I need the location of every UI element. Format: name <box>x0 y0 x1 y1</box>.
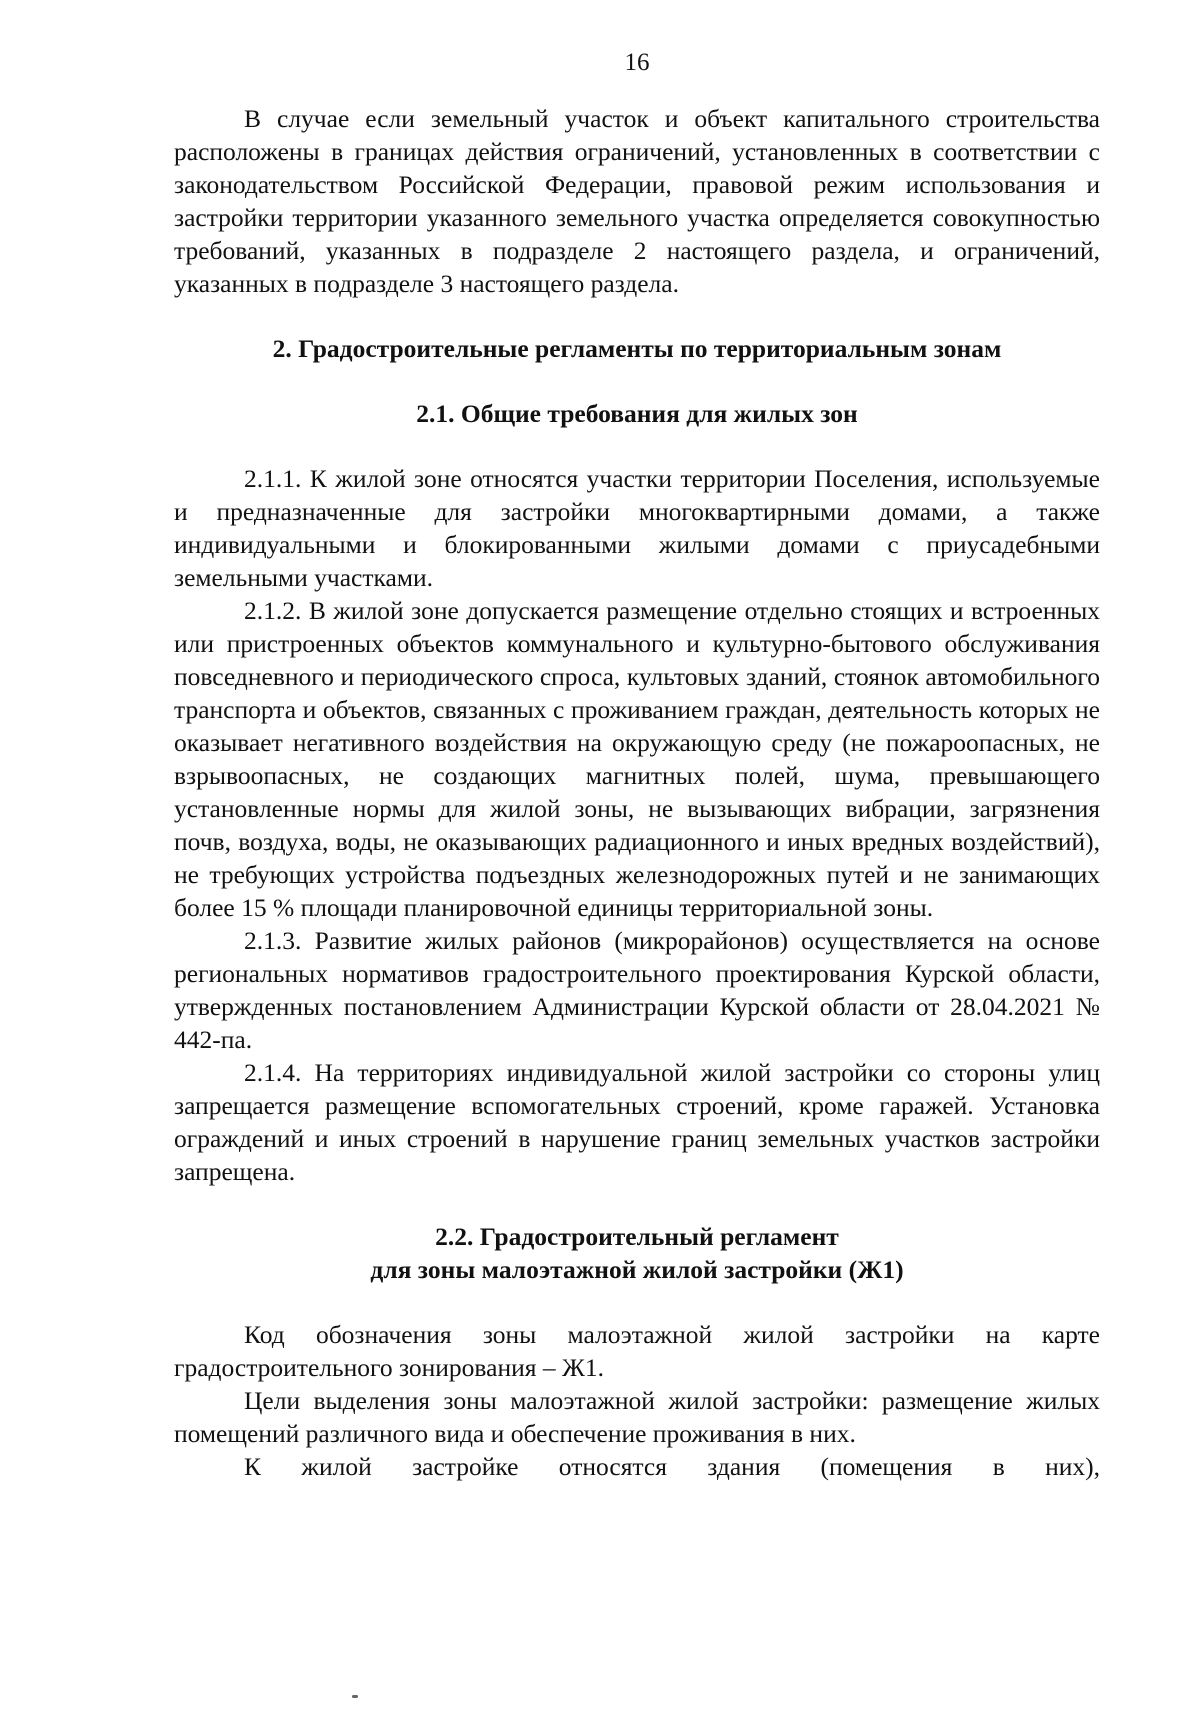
intro-paragraph: В случае если земельный участок и объект капитального строительства расположены в границах действия ограничений, установленных в соответствии с законодательством Российской Федерации, правовой режим использования и застройки территории указанного земельного участка определяется совокупностью требований, указанных в подразделе 2 настоящего раздела, и ограничений, указанных в подразделе 3 настоящего раздела. <box>174 104 1100 298</box>
subsection-heading-2-2 <box>174 1220 1100 1286</box>
subsection-heading-2-2-line1: 2.2. Градостроительный регламент <box>435 1222 839 1251</box>
paragraph-zone-code: Код обозначения зоны малоэтажной жилой застройки на карте градостроительного зонирования – Ж1. <box>174 1320 1100 1382</box>
section-heading: 2. Градостроительные регламенты по территориальным зонам <box>272 334 1002 363</box>
paragraph-2-1-4: 2.1.4. На территориях индивидуальной жилой застройки со стороны улиц запрещается размещение вспомогательных строений, кроме гаражей. Установка ограждений и иных строений в нарушение границ земельных участков застройки запрещена. <box>174 1058 1100 1186</box>
scan-artifact <box>352 1695 358 1698</box>
page-number: 16 <box>624 49 650 76</box>
paragraph-2-1-3: 2.1.3. Развитие жилых районов (микрорайонов) осуществляется на основе региональных нормативов градостроительного проектирования Курской области, утвержденных постановлением Администрации Курской области от 28.04.2021 № 442-па. <box>174 926 1100 1054</box>
paragraph-zone-goals: Цели выделения зоны малоэтажной жилой застройки: размещение жилых помещений различного вида и обеспечение проживания в них. <box>174 1386 1100 1448</box>
subsection-heading-2-2-line2: для зоны малоэтажной жилой застройки (Ж1) <box>370 1255 904 1284</box>
subsection-heading-2-1: 2.1. Общие требования для жилых зон <box>416 399 858 428</box>
document-page <box>174 48 1100 1483</box>
paragraph-residential-buildings: К жилой застройке относятся здания (помещения в них), <box>244 1452 1100 1481</box>
paragraph-2-1-2: 2.1.2. В жилой зоне допускается размещение отдельно стоящих и встроенных или пристроенных объектов коммунального и культурно-бытового обслуживания повседневного и периодического спроса, культовых зданий, стоянок автомобильного транспорта и объектов, связанных с проживанием граждан, деятельность которых не оказывает негативного воздействия на окружающую среду (не пожароопасных, не взрывоопасных, не создающих магнитных полей, шума, превышающего установленные нормы для жилой зоны, не вызывающих вибрации, загрязнения почв, воздуха, воды, не оказывающих радиационного и иных вредных воздействий), не требующих устройства подъездных железнодорожных путей и не занимающих более 15 % площади планировочной единицы территориальной зоны. <box>174 596 1100 922</box>
paragraph-2-1-1: 2.1.1. К жилой зоне относятся участки территории Поселения, используемые и предназначенные для застройки многоквартирными домами, а также индивидуальными и блокированными жилыми домами с приусадебными земельными участками. <box>174 464 1100 592</box>
